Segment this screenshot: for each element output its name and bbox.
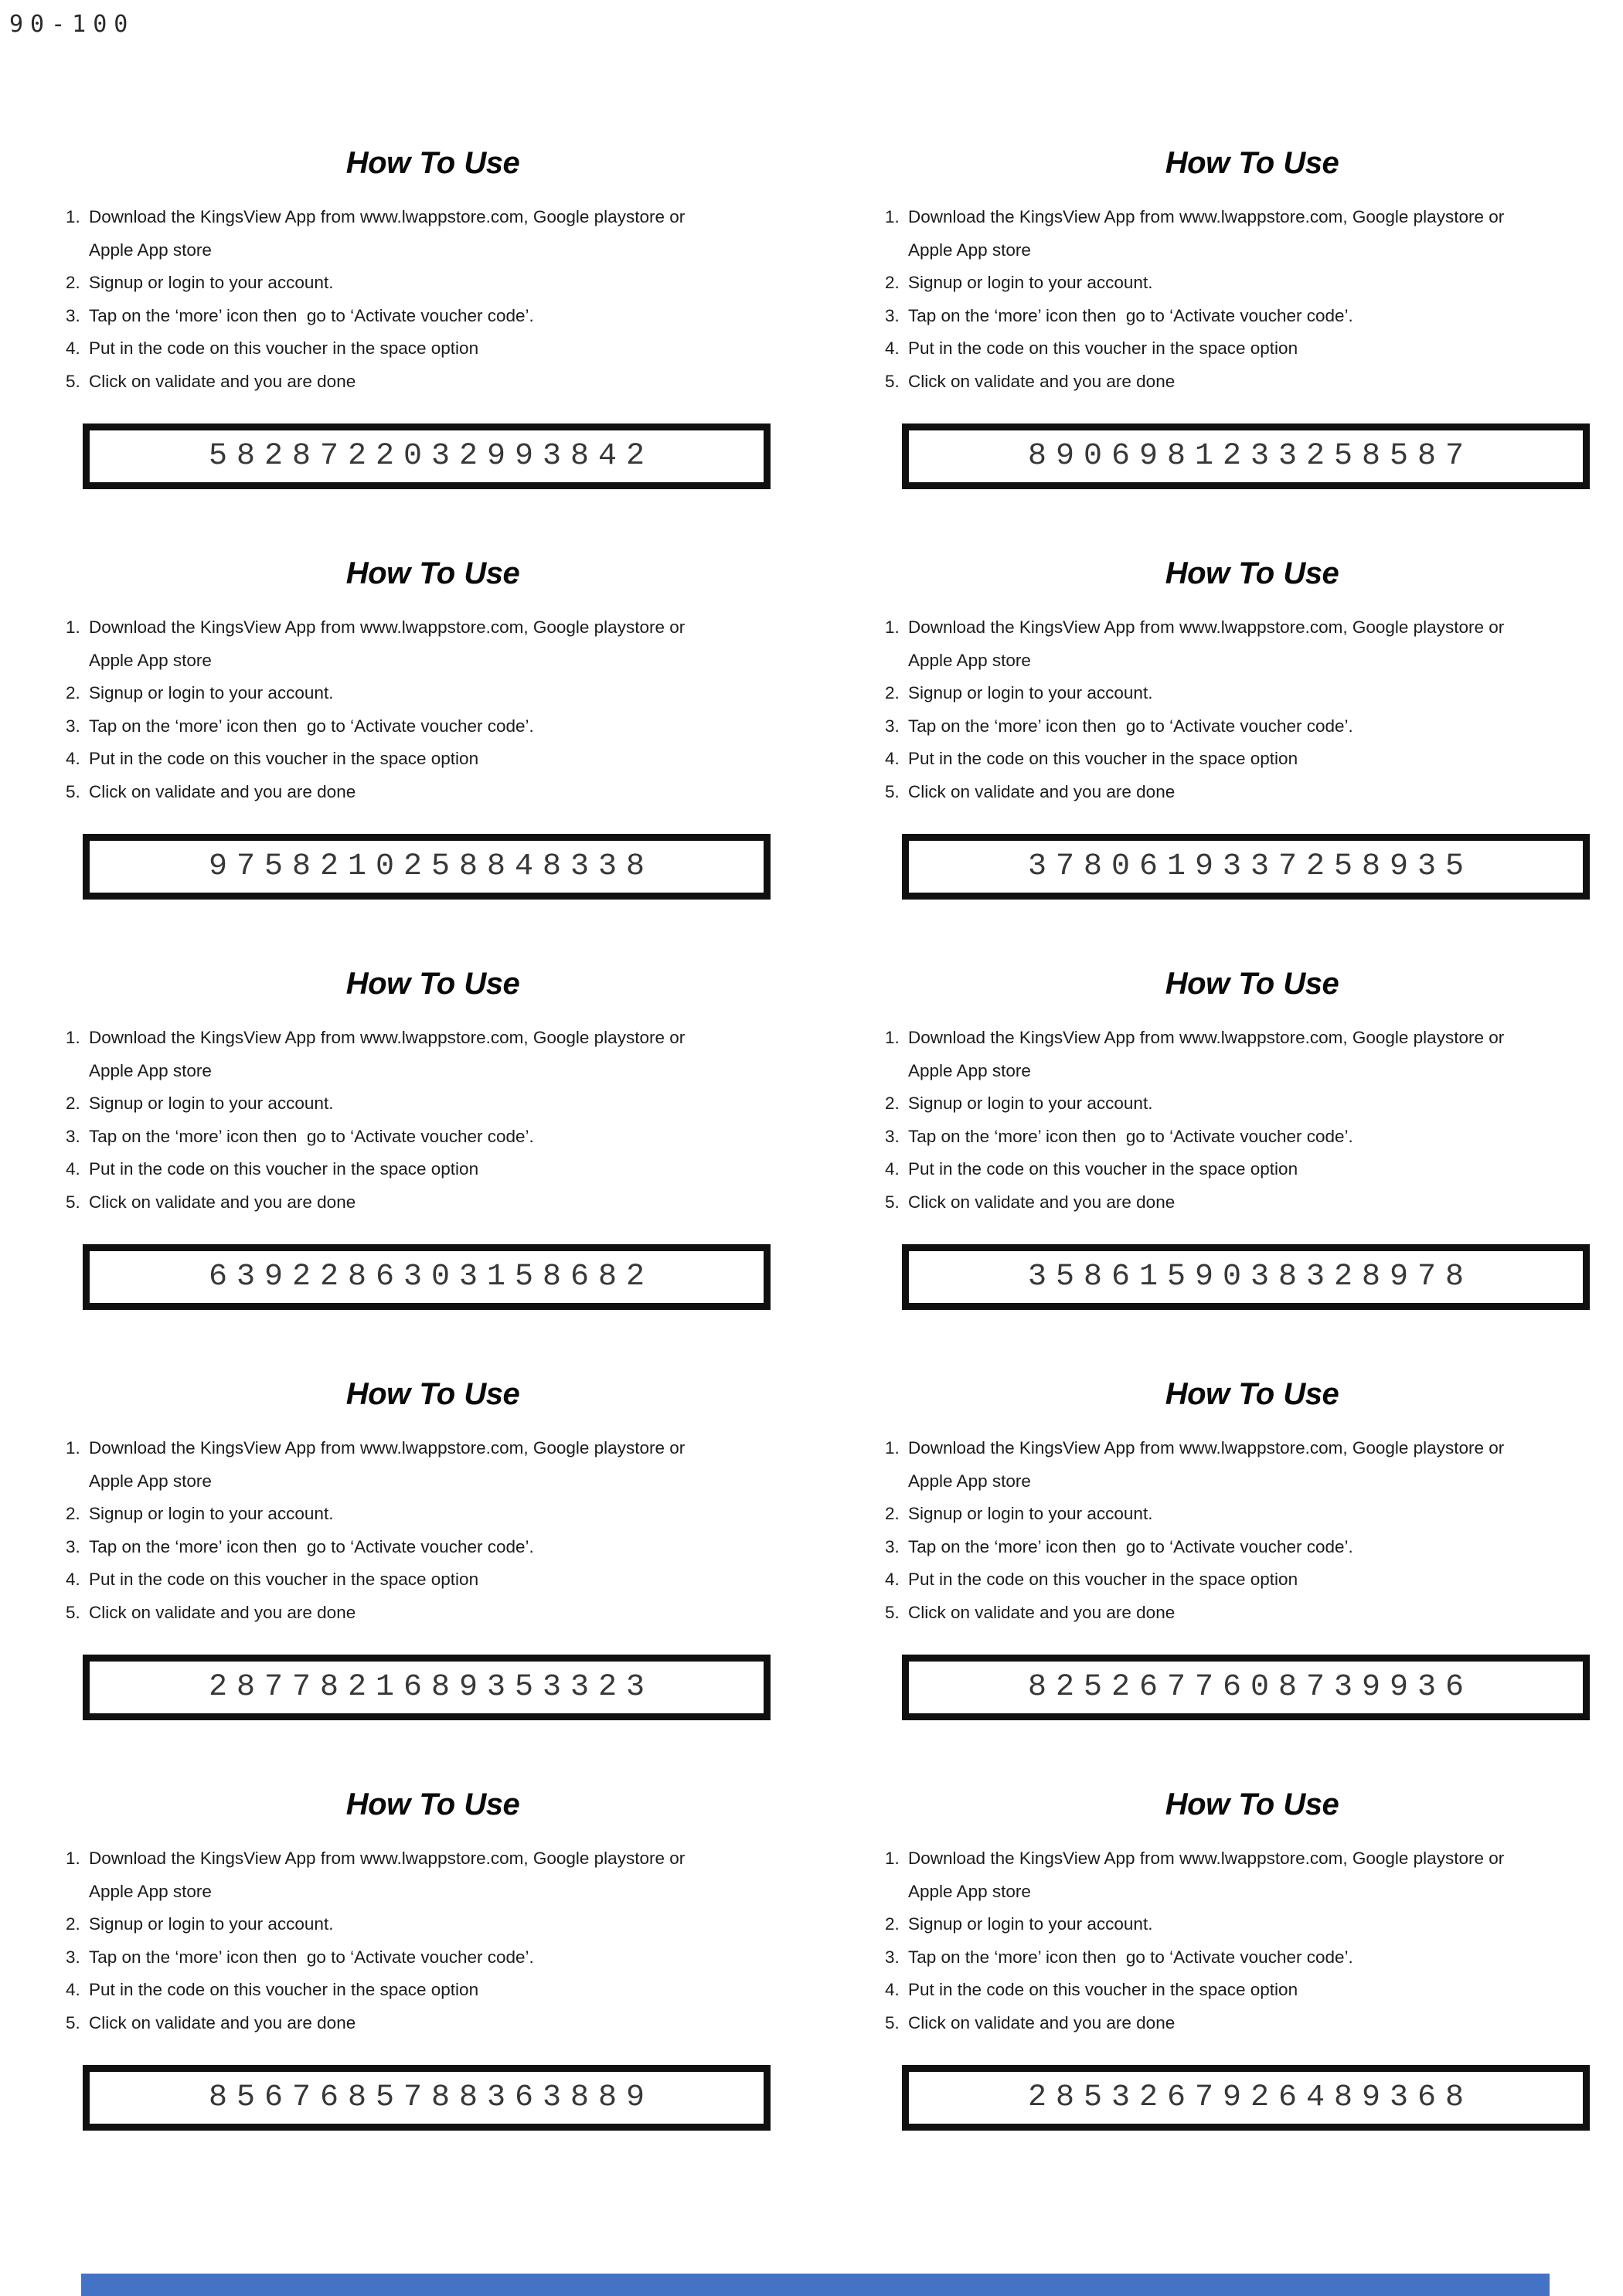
instruction-number: 4. (66, 1980, 80, 1999)
instruction-text: Download the KingsView App from www.lwappstore.com, Google playstore or (908, 617, 1505, 637)
instruction-row (885, 1087, 1619, 1121)
instruction-number (885, 1876, 908, 1909)
instruction-text: Apple App store (89, 1471, 212, 1491)
instruction-number: 3. (885, 1126, 900, 1146)
howto-instructions (66, 611, 800, 808)
instruction-row (66, 1974, 800, 2007)
instruction-number: 3. (66, 716, 80, 736)
instruction-text: Apple App store (89, 650, 212, 670)
instruction-row (885, 1121, 1619, 1154)
instruction-text: Click on validate and you are done (89, 2012, 356, 2032)
instruction-text: Download the KingsView App from www.lwappstore.com, Google playstore or (89, 1028, 686, 1047)
instruction-row (66, 1498, 800, 1531)
voucher-card (885, 1378, 1619, 1788)
instruction-text: Signup or login to your account. (89, 1504, 334, 1523)
voucher-grid (66, 147, 1619, 2199)
instruction-text: Click on validate and you are done (89, 781, 356, 801)
instruction-number: 5. (66, 781, 80, 801)
howto-instructions (885, 1432, 1619, 1629)
instruction-text: Tap on the ‘more’ icon then go to ‘Activate voucher code’. (89, 1126, 534, 1146)
instruction-row (885, 677, 1619, 710)
instruction-row (885, 300, 1619, 333)
howto-instructions (885, 1022, 1619, 1219)
instruction-number: 5. (66, 2012, 80, 2032)
instruction-text: Click on validate and you are done (908, 371, 1176, 391)
instruction-row (885, 1465, 1619, 1498)
instruction-row (885, 1974, 1619, 2007)
instruction-row (66, 201, 800, 234)
instruction-number: 1. (885, 207, 900, 226)
instruction-text: Tap on the ‘more’ icon then go to ‘Activate voucher code’. (89, 1947, 534, 1967)
instruction-number: 4. (885, 749, 900, 768)
voucher-code: 2877821689353323 (208, 1670, 655, 1705)
instruction-row (66, 1055, 800, 1088)
instruction-number: 4. (66, 749, 80, 768)
instruction-row (885, 611, 1619, 645)
instruction-text: Put in the code on this voucher in the space option (908, 1159, 1298, 1179)
instruction-row (66, 2007, 800, 2040)
instruction-number: 4. (885, 1980, 900, 1999)
howto-heading: How To Use (345, 1377, 520, 1411)
instruction-text: Click on validate and you are done (89, 1602, 356, 1622)
instruction-row (66, 743, 800, 776)
instruction-row (885, 1563, 1619, 1597)
instruction-text: Download the KingsView App from www.lwappstore.com, Google playstore or (908, 1028, 1505, 1047)
instruction-text: Signup or login to your account. (908, 273, 1153, 292)
instruction-row (66, 645, 800, 678)
howto-heading: How To Use (1165, 1787, 1339, 1821)
instruction-row (66, 300, 800, 333)
instruction-row (66, 234, 800, 267)
instruction-number: 1. (66, 1028, 80, 1047)
instruction-number: 2. (885, 1504, 900, 1523)
instruction-text: Tap on the ‘more’ icon then go to ‘Activate voucher code’. (89, 1536, 534, 1556)
instruction-row (66, 1121, 800, 1154)
instruction-row (885, 1186, 1619, 1219)
instruction-text: Put in the code on this voucher in the space option (89, 749, 479, 768)
voucher-card (66, 968, 800, 1378)
instruction-number: 1. (66, 1849, 80, 1868)
howto-heading: How To Use (345, 1787, 520, 1821)
howto-heading: How To Use (1165, 1377, 1339, 1411)
instruction-row (66, 611, 800, 645)
instruction-number: 5. (885, 2012, 900, 2032)
instruction-text: Click on validate and you are done (89, 371, 356, 391)
instruction-row (66, 1908, 800, 1941)
howto-instructions (885, 1842, 1619, 2039)
instruction-text: Signup or login to your account. (908, 683, 1153, 702)
instruction-row (885, 1022, 1619, 1055)
howto-instructions (885, 201, 1619, 398)
instruction-text: Click on validate and you are done (908, 1192, 1176, 1212)
instruction-row (885, 743, 1619, 776)
voucher-code: 8567685788363889 (208, 2080, 655, 2115)
instruction-number: 1. (885, 1849, 900, 1868)
voucher-card (66, 147, 800, 557)
instruction-text: Download the KingsView App from www.lwappstore.com, Google playstore or (89, 1438, 686, 1458)
instruction-number: 5. (885, 781, 900, 801)
voucher-code: 3780619337258935 (1027, 849, 1474, 884)
howto-instructions (66, 1432, 800, 1629)
instruction-row (66, 1432, 800, 1465)
instruction-row (885, 1055, 1619, 1088)
howto-heading: How To Use (1165, 556, 1339, 590)
instruction-text: Signup or login to your account. (908, 1094, 1153, 1113)
instruction-text: Tap on the ‘more’ icon then go to ‘Activate voucher code’. (908, 305, 1353, 325)
instruction-text: Tap on the ‘more’ icon then go to ‘Activate voucher code’. (89, 305, 534, 325)
voucher-code-box (83, 2065, 771, 2131)
instruction-row (885, 366, 1619, 399)
instruction-number: 3. (66, 1126, 80, 1146)
instruction-number: 2. (66, 273, 80, 292)
instruction-number: 3. (885, 1947, 900, 1967)
instruction-number: 5. (885, 371, 900, 391)
howto-heading: How To Use (345, 146, 520, 180)
instruction-number (885, 234, 908, 267)
howto-heading: How To Use (345, 556, 520, 590)
instruction-text: Signup or login to your account. (89, 683, 334, 702)
instruction-number: 1. (66, 207, 80, 226)
instruction-number: 4. (66, 1570, 80, 1589)
voucher-code-box (83, 834, 771, 900)
instruction-text: Apple App store (908, 1060, 1031, 1080)
instruction-text: Download the KingsView App from www.lwappstore.com, Google playstore or (89, 207, 686, 226)
voucher-code: 5828722032993842 (208, 439, 655, 474)
instruction-text: Tap on the ‘more’ icon then go to ‘Activate voucher code’. (908, 1126, 1353, 1146)
instruction-row (885, 1842, 1619, 1876)
instruction-text: Tap on the ‘more’ icon then go to ‘Activate voucher code’. (908, 1947, 1353, 1967)
instruction-text: Download the KingsView App from www.lwappstore.com, Google playstore or (908, 1849, 1505, 1868)
instruction-text: Apple App store (89, 240, 212, 260)
instruction-text: Put in the code on this voucher in the space option (908, 338, 1298, 358)
howto-instructions (66, 1842, 800, 2039)
instruction-number: 2. (885, 273, 900, 292)
instruction-number (885, 645, 908, 678)
instruction-number: 5. (885, 1602, 900, 1622)
instruction-text: Click on validate and you are done (89, 1192, 356, 1212)
instruction-number (66, 234, 89, 267)
instruction-number: 1. (66, 1438, 80, 1458)
instruction-row (66, 1022, 800, 1055)
instruction-number (66, 1465, 89, 1498)
instruction-row (885, 1498, 1619, 1531)
voucher-code-box (902, 1244, 1590, 1310)
instruction-number: 4. (885, 338, 900, 358)
instruction-row (66, 710, 800, 743)
instruction-row (885, 2007, 1619, 2040)
voucher-code: 6392286303158682 (208, 1260, 655, 1294)
voucher-code: 8252677608739936 (1027, 1670, 1474, 1705)
instruction-number: 4. (66, 338, 80, 358)
instruction-text: Put in the code on this voucher in the space option (908, 749, 1298, 768)
howto-instructions (66, 201, 800, 398)
instruction-number: 2. (66, 683, 80, 702)
instruction-row (885, 1531, 1619, 1564)
instruction-text: Download the KingsView App from www.lwappstore.com, Google playstore or (908, 1438, 1505, 1458)
instruction-text: Click on validate and you are done (908, 2012, 1176, 2032)
voucher-code-box (902, 834, 1590, 900)
voucher-card (885, 557, 1619, 968)
instruction-number: 4. (885, 1570, 900, 1589)
instruction-text: Signup or login to your account. (89, 273, 334, 292)
instruction-text: Put in the code on this voucher in the space option (908, 1980, 1298, 1999)
voucher-code-box (902, 1655, 1590, 1720)
instruction-number: 1. (66, 617, 80, 637)
instruction-text: Tap on the ‘more’ icon then go to ‘Activate voucher code’. (89, 716, 534, 736)
instruction-row (66, 677, 800, 710)
instruction-row (885, 710, 1619, 743)
instruction-row (66, 1842, 800, 1876)
instruction-row (66, 776, 800, 809)
instruction-number (66, 645, 89, 678)
instruction-row (885, 1908, 1619, 1941)
instruction-text: Download the KingsView App from www.lwappstore.com, Google playstore or (908, 207, 1505, 226)
instruction-number: 2. (66, 1094, 80, 1113)
instruction-row (885, 1876, 1619, 1909)
howto-heading: How To Use (1165, 967, 1339, 1001)
voucher-card (885, 968, 1619, 1378)
instruction-row (66, 366, 800, 399)
instruction-row (885, 1432, 1619, 1465)
instruction-text: Download the KingsView App from www.lwappstore.com, Google playstore or (89, 617, 686, 637)
instruction-text: Apple App store (908, 240, 1031, 260)
instruction-row (66, 1531, 800, 1564)
voucher-code-box (83, 423, 771, 489)
instruction-row (66, 332, 800, 366)
instruction-text: Click on validate and you are done (908, 1602, 1176, 1622)
instruction-number: 2. (66, 1914, 80, 1934)
instruction-number: 5. (66, 1602, 80, 1622)
instruction-number: 1. (885, 1028, 900, 1047)
instruction-text: Put in the code on this voucher in the space option (89, 1570, 479, 1589)
instruction-number: 5. (66, 1192, 80, 1212)
instruction-text: Signup or login to your account. (908, 1914, 1153, 1934)
howto-heading: How To Use (1165, 146, 1339, 180)
instruction-number: 2. (66, 1504, 80, 1523)
instruction-number: 2. (885, 683, 900, 702)
instruction-number: 3. (885, 716, 900, 736)
voucher-card (885, 147, 1619, 557)
instruction-text: Put in the code on this voucher in the space option (89, 1980, 479, 1999)
instruction-row (66, 1153, 800, 1186)
instruction-number: 2. (885, 1094, 900, 1113)
instruction-number: 5. (66, 371, 80, 391)
instruction-number (885, 1465, 908, 1498)
page-range-label: 90-100 (9, 11, 135, 38)
voucher-code-box (83, 1244, 771, 1310)
instruction-text: Click on validate and you are done (908, 781, 1176, 801)
instruction-row (885, 776, 1619, 809)
bottom-blue-bar (81, 2274, 1550, 2296)
instruction-number: 1. (885, 1438, 900, 1458)
instruction-row (885, 332, 1619, 366)
instruction-number (66, 1055, 89, 1088)
instruction-number: 4. (885, 1159, 900, 1179)
instruction-number: 3. (885, 305, 900, 325)
instruction-text: Tap on the ‘more’ icon then go to ‘Activate voucher code’. (908, 1536, 1353, 1556)
instruction-number: 3. (66, 1536, 80, 1556)
instruction-number: 3. (66, 1947, 80, 1967)
instruction-row (885, 234, 1619, 267)
voucher-code: 3586159038328978 (1027, 1260, 1474, 1294)
instruction-row (66, 267, 800, 300)
instruction-number: 5. (885, 1192, 900, 1212)
voucher-card (66, 557, 800, 968)
voucher-code: 9758210258848338 (208, 849, 655, 884)
instruction-number: 3. (66, 305, 80, 325)
instruction-text: Apple App store (908, 650, 1031, 670)
howto-instructions (66, 1022, 800, 1219)
instruction-row (66, 1186, 800, 1219)
instruction-row (885, 1941, 1619, 1975)
instruction-text: Tap on the ‘more’ icon then go to ‘Activate voucher code’. (908, 716, 1353, 736)
instruction-number (885, 1055, 908, 1088)
instruction-text: Put in the code on this voucher in the space option (89, 338, 479, 358)
voucher-code-box (902, 2065, 1590, 2131)
voucher-code: 2853267926489368 (1027, 2080, 1474, 2115)
howto-instructions (885, 611, 1619, 808)
instruction-row (66, 1087, 800, 1121)
voucher-code: 8906981233258587 (1027, 439, 1474, 474)
voucher-code-box (83, 1655, 771, 1720)
instruction-row (66, 1597, 800, 1630)
instruction-text: Signup or login to your account. (89, 1094, 334, 1113)
instruction-row (885, 1597, 1619, 1630)
voucher-card (66, 1788, 800, 2199)
instruction-row (66, 1563, 800, 1597)
instruction-number: 3. (885, 1536, 900, 1556)
howto-heading: How To Use (345, 967, 520, 1001)
instruction-text: Apple App store (908, 1881, 1031, 1901)
instruction-text: Apple App store (908, 1471, 1031, 1491)
instruction-text: Put in the code on this voucher in the space option (89, 1159, 479, 1179)
instruction-text: Download the KingsView App from www.lwappstore.com, Google playstore or (89, 1849, 686, 1868)
instruction-text: Apple App store (89, 1060, 212, 1080)
voucher-card (885, 1788, 1619, 2199)
instruction-number: 2. (885, 1914, 900, 1934)
instruction-number: 1. (885, 617, 900, 637)
instruction-row (885, 645, 1619, 678)
instruction-text: Signup or login to your account. (908, 1504, 1153, 1523)
instruction-number (66, 1876, 89, 1909)
voucher-card (66, 1378, 800, 1788)
instruction-text: Signup or login to your account. (89, 1914, 334, 1934)
instruction-row (66, 1876, 800, 1909)
instruction-row (885, 201, 1619, 234)
voucher-code-box (902, 423, 1590, 489)
instruction-number: 4. (66, 1159, 80, 1179)
instruction-row (66, 1941, 800, 1975)
instruction-row (885, 267, 1619, 300)
instruction-text: Apple App store (89, 1881, 212, 1901)
instruction-text: Put in the code on this voucher in the space option (908, 1570, 1298, 1589)
instruction-row (885, 1153, 1619, 1186)
instruction-row (66, 1465, 800, 1498)
